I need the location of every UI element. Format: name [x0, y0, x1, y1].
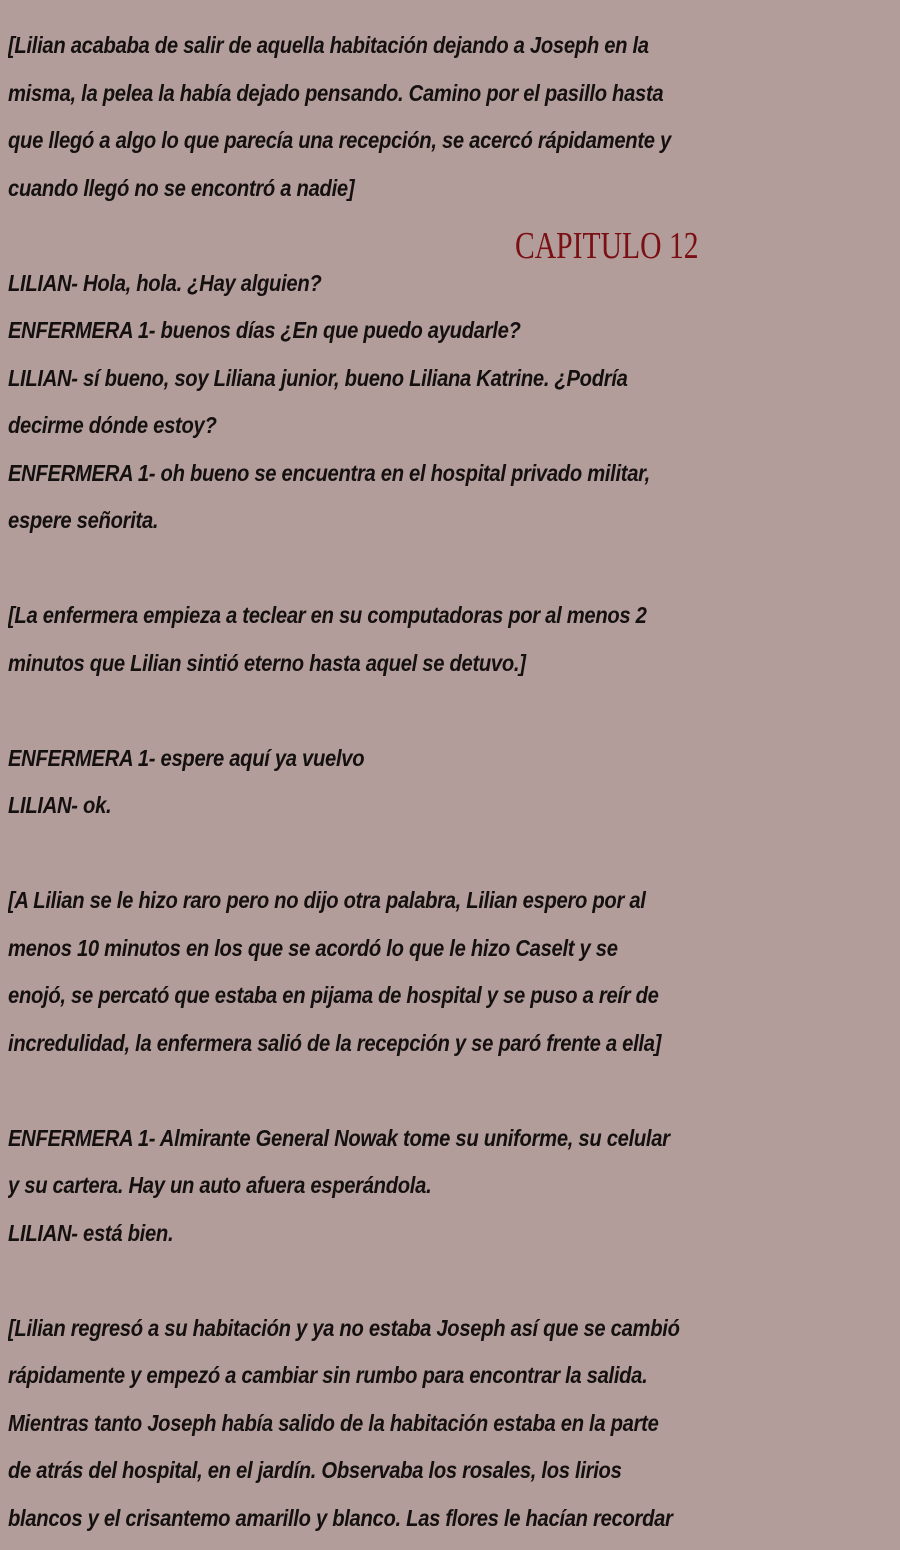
text-line: LILIAN- Hola, hola. ¿Hay alguien? [8, 270, 322, 296]
text-line: LILIAN- sí bueno, soy Liliana junior, bueno Liliana Katrine. ¿Podría [8, 365, 628, 391]
text-line: ENFERMERA 1- espere aquí ya vuelvo [8, 745, 365, 771]
text-line: incredulidad, la enfermera salió de la recepción y se paró frente a ella] [8, 1030, 662, 1056]
text-line: misma, la pelea la había dejado pensando. Camino por el pasillo hasta [8, 80, 664, 106]
text-line: ENFERMERA 1- Almirante General Nowak tome su uniforme, su celular [8, 1125, 670, 1151]
text-line: ENFERMERA 1- oh bueno se encuentra en el hospital privado militar, [8, 460, 650, 486]
text-line: [La enfermera empieza a teclear en su computadoras por al menos 2 [8, 602, 647, 628]
text-line: LILIAN- está bien. [8, 1220, 174, 1246]
text-line: de atrás del hospital, en el jardín. Observaba los rosales, los lirios [8, 1457, 622, 1483]
text-line: y su cartera. Hay un auto afuera esperándola. [8, 1172, 432, 1198]
text-line: menos 10 minutos en los que se acordó lo que le hizo Caselt y se [8, 935, 618, 961]
text-line: LILIAN- ok. [8, 792, 112, 818]
text-line: [Lilian acababa de salir de aquella habitación dejando a Joseph en la [8, 32, 649, 58]
text-line: [A Lilian se le hizo raro pero no dijo otra palabra, Lilian espero por al [8, 887, 646, 913]
text-line: espere señorita. [8, 507, 159, 533]
text-line: blancos y el crisantemo amarillo y blanco. Las flores le hacían recordar [8, 1505, 673, 1531]
text-line: enojó, se percató que estaba en pijama de hospital y se puso a reír de [8, 982, 659, 1008]
text-line: rápidamente y empezó a cambiar sin rumbo para encontrar la salida. [8, 1362, 648, 1388]
text-line: ENFERMERA 1- buenos días ¿En que puedo ayudarle? [8, 317, 521, 343]
text-line: decirme dónde estoy? [8, 412, 217, 438]
text-line: Mientras tanto Joseph había salido de la habitación estaba en la parte [8, 1410, 659, 1436]
chapter-title: CAPITULO 12 [515, 225, 699, 267]
text-line: minutos que Lilian sintió eterno hasta aquel se detuvo.] [8, 650, 526, 676]
text-line: [Lilian regresó a su habitación y ya no estaba Joseph así que se cambió [8, 1315, 680, 1341]
text-line: que llegó a algo lo que parecía una recepción, se acercó rápidamente y [8, 127, 671, 153]
text-line: cuando llegó no se encontró a nadie] [8, 175, 355, 201]
